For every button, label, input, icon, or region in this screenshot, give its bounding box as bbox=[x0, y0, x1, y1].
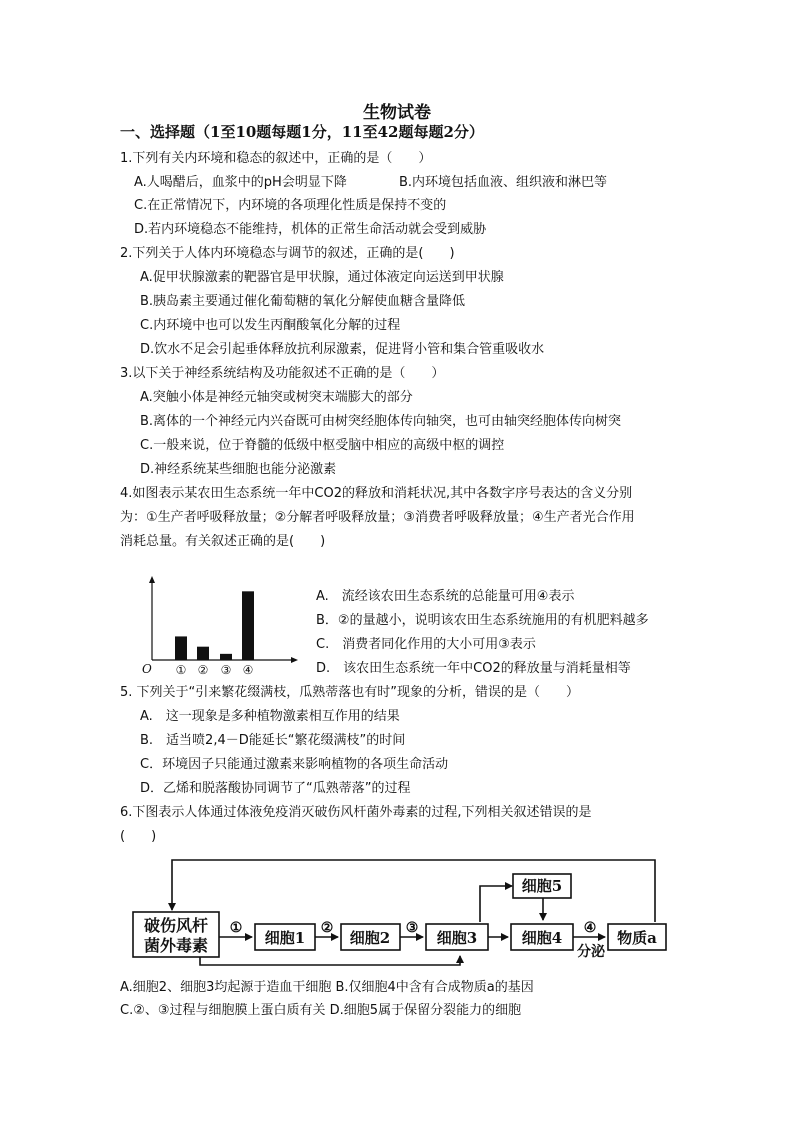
step3-marker: ③ bbox=[405, 920, 419, 936]
step4-marker: ④ bbox=[583, 920, 597, 936]
x-tick-label-2: ② bbox=[197, 663, 209, 677]
origin-label: O bbox=[142, 662, 152, 676]
q3-option-a: A.突触小体是神经元轴突或树突末端膨大的部分 bbox=[140, 390, 413, 405]
cell4-label: 细胞4 bbox=[521, 929, 563, 947]
q6-stem-line2: ( ) bbox=[120, 829, 157, 844]
q6-options-cd: C.②、③过程与细胞膜上蛋白质有关 D.细胞5属于保留分裂能力的细胞 bbox=[120, 1003, 522, 1018]
q4-option-c: C. 消费者同化作用的大小可用③表示 bbox=[316, 637, 536, 652]
bar-1 bbox=[175, 636, 187, 660]
q1-option-a: A.人喝醋后，血浆中的pH会明显下降 bbox=[134, 175, 347, 190]
q4-option-a: A. 流经该农田生态系统的总能量可用④表示 bbox=[316, 589, 575, 604]
q6-options-ab: A.细胞2、细胞3均起源于造血干细胞 B.仅细胞4中含有合成物质a的基因 bbox=[120, 980, 534, 995]
q2-option-a: A.促甲状腺激素的靶器官是甲状腺，通过体液定向运送到甲状腺 bbox=[140, 270, 504, 285]
q3-stem: 3.以下关于神经系统结构及功能叙述不正确的是（ ） bbox=[120, 366, 445, 381]
q4-stem-line1: 4.如图表示某农田生态系统一年中CO2的释放和消耗状况,其中各数字序号表达的含义分别 bbox=[120, 486, 633, 501]
q1-stem: 1.下列有关内环境和稳态的叙述中，正确的是（ ） bbox=[120, 151, 432, 166]
y-axis-arrow bbox=[149, 576, 155, 583]
q4-stem-line2: 为：①生产者呼吸释放量；②分解者呼吸释放量；③消费者呼吸释放量；④生产者光合作用 bbox=[120, 510, 635, 525]
step1-marker: ① bbox=[229, 920, 243, 936]
x-axis-arrow bbox=[291, 657, 298, 663]
substance-a-label: 物质a bbox=[617, 929, 657, 947]
q5-stem: 5. 下列关于“引来繁花缀满枝，瓜熟蒂落也有时”现象的分析，错误的是（ ） bbox=[120, 685, 580, 700]
bar-2 bbox=[197, 647, 209, 660]
q1-option-d: D.若内环境稳态不能维持，机体的正常生命活动就会受到威胁 bbox=[134, 222, 487, 237]
secrete-label: 分泌 bbox=[577, 944, 605, 960]
co2-bar-chart bbox=[140, 572, 310, 680]
antigen-label-line1: 破伤风杆 bbox=[143, 916, 209, 935]
antigen-label-line2: 菌外毒素 bbox=[143, 936, 209, 955]
q2-option-b: B.胰岛素主要通过催化葡萄糖的氧化分解使血糖含量降低 bbox=[140, 294, 466, 309]
q4-option-d: D. 该农田生态系统一年中CO2的释放量与消耗量相等 bbox=[316, 661, 631, 676]
q1-option-c: C.在正常情况下，内环境的各项理化性质是保持不变的 bbox=[134, 198, 447, 213]
cell2-label: 细胞2 bbox=[349, 929, 391, 947]
bar-3 bbox=[220, 654, 232, 660]
immune-process-diagram bbox=[125, 852, 680, 974]
q3-option-d: D.神经系统某些细胞也能分泌激素 bbox=[140, 462, 337, 477]
x-tick-label-3: ③ bbox=[220, 663, 232, 677]
q2-stem: 2.下列关于人体内环境稳态与调节的叙述，正确的是( ) bbox=[120, 246, 455, 261]
q5-option-b: B. 适当喷2,4－D能延长“繁花缀满枝”的时间 bbox=[140, 733, 406, 748]
page-title: 生物试卷 bbox=[363, 103, 431, 123]
x-tick-label-1: ① bbox=[175, 663, 187, 677]
q1-option-b: B.内环境包括血液、组织液和淋巴等 bbox=[399, 175, 608, 190]
q4-stem-line3: 消耗总量。有关叙述正确的是( ) bbox=[120, 534, 326, 549]
q5-option-c: C．环境因子只能通过激素来影响植物的各项生命活动 bbox=[140, 757, 449, 772]
q3-option-b: B.离体的一个神经元内兴奋既可由树突经胞体传向轴突，也可由轴突经胞体传向树突 bbox=[140, 414, 622, 429]
cell5-label: 细胞5 bbox=[521, 877, 563, 895]
q5-option-a: A. 这一现象是多种植物激素相互作用的结果 bbox=[140, 709, 400, 724]
q5-option-d: D．乙烯和脱落酸协同调节了“瓜熟蒂落”的过程 bbox=[140, 781, 411, 796]
q4-option-b: B．②的量越小，说明该农田生态系统施用的有机肥料越多 bbox=[316, 613, 649, 628]
cell3-label: 细胞3 bbox=[436, 929, 478, 947]
q2-option-c: C.内环境中也可以发生丙酮酸氧化分解的过程 bbox=[140, 318, 401, 333]
q2-option-d: D.饮水不足会引起垂体释放抗利尿激素，促进肾小管和集合管重吸收水 bbox=[140, 342, 545, 357]
bar-4 bbox=[242, 591, 254, 660]
cell1-label: 细胞1 bbox=[264, 929, 306, 947]
q3-option-c: C.一般来说，位于脊髓的低级中枢受脑中相应的高级中枢的调控 bbox=[140, 438, 505, 453]
q6-stem-line1: 6.下图表示人体通过体液免疫消灭破伤风杆菌外毒素的过程,下列相关叙述错误的是 bbox=[120, 805, 592, 820]
step2-marker: ② bbox=[320, 920, 334, 936]
section-heading: 一、选择题（1至10题每题1分，11至42题每题2分） bbox=[120, 123, 484, 141]
x-tick-label-4: ④ bbox=[242, 663, 254, 677]
